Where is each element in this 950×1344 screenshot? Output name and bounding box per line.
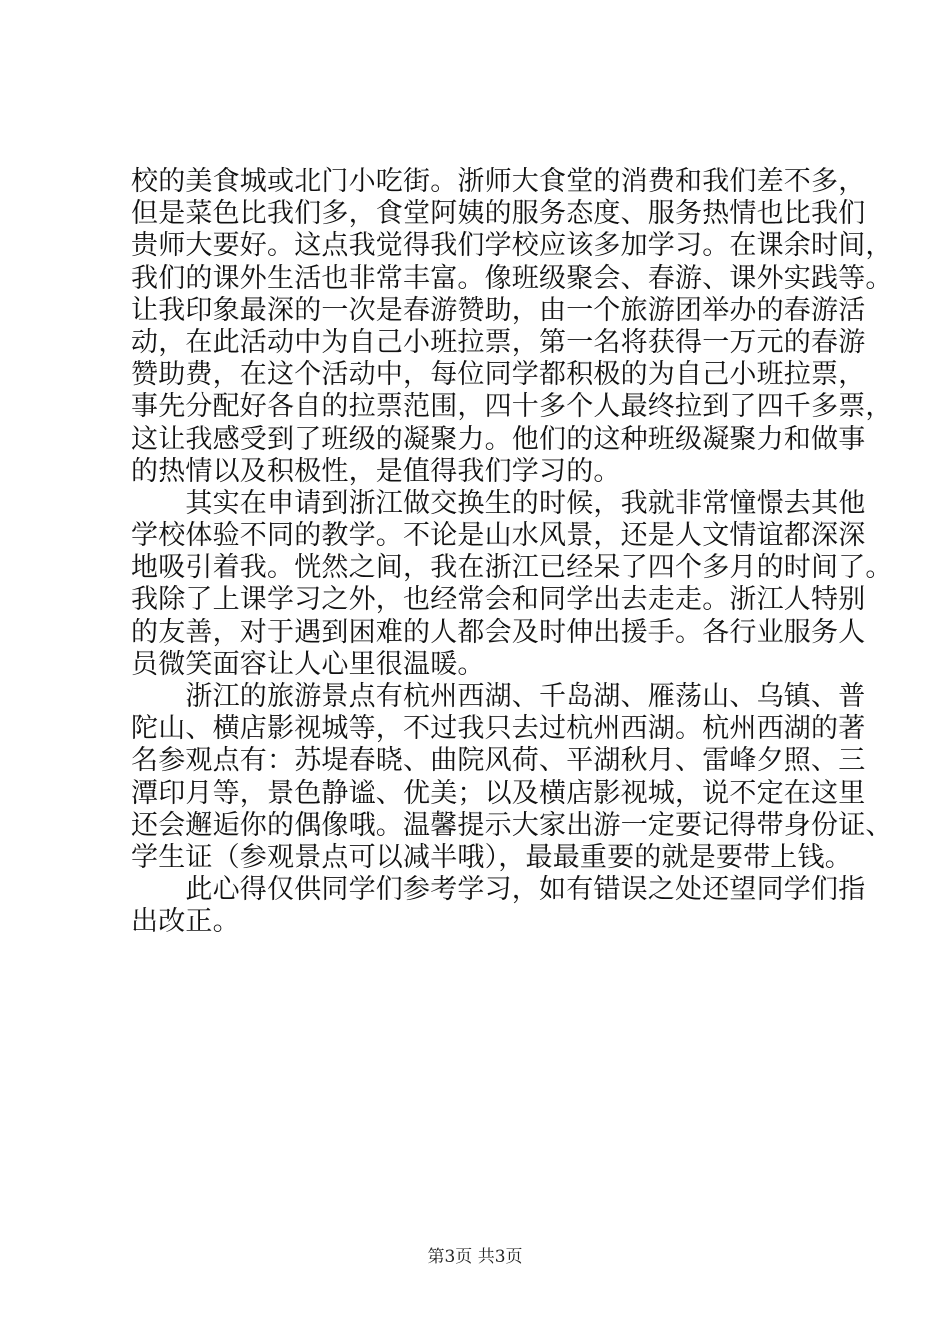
text-line: 此心得仅供同学们参考学习，如有错误之处还望同学们指 [131,874,866,906]
text-line: 的友善，对于遇到困难的人都会及时伸出援手。各行业服务人 [131,616,866,648]
text-line: 但是菜色比我们多，食堂阿姨的服务态度、服务热情也比我们 [131,198,866,230]
body-text [131,166,893,939]
text-line: 学生证（参观景点可以减半哦），最最重要的就是要带上钱。 [131,841,852,873]
text-line: 其实在申请到浙江做交换生的时候，我就非常憧憬去其他 [131,487,866,519]
text-line: 动，在此活动中为自己小班拉票，第一名将获得一万元的春游 [131,326,866,358]
text-line: 陀山、横店影视城等，不过我只去过杭州西湖。杭州西湖的著 [131,713,866,745]
text-line: 还会邂逅你的偶像哦。温馨提示大家出游一定要记得带身份证、 [131,809,893,841]
text-line: 学校体验不同的教学。不论是山水风景，还是人文情谊都深深 [131,520,866,552]
text-line: 地吸引着我。恍然之间，我在浙江已经呆了四个多月的时间了。 [131,552,893,584]
text-line: 校的美食城或北门小吃街。浙师大食堂的消费和我们差不多， [131,166,866,197]
text-line: 员微笑面容让人心里很温暖。 [131,648,485,680]
text-line: 的热情以及积极性，是值得我们学习的。 [131,455,621,487]
page-number-footer: 第3页 共3页 [427,1247,523,1267]
text-line: 我们的课外生活也非常丰富。像班级聚会、春游、课外实践等。 [131,262,893,294]
text-line: 出改正。 [131,906,240,938]
text-line: 赞助费，在这个活动中，每位同学都积极的为自己小班拉票， [131,359,866,391]
text-line: 浙江的旅游景点有杭州西湖、千岛湖、雁荡山、乌镇、普 [131,681,866,712]
text-line: 贵师大要好。这点我觉得我们学校应该多加学习。在课余时间， [131,230,893,262]
text-line: 这让我感受到了班级的凝聚力。他们的这种班级凝聚力和做事 [131,423,866,455]
text-line: 事先分配好各自的拉票范围，四十多个人最终拉到了四千多票， [131,391,893,423]
text-line: 名参观点有：苏堤春晓、曲院风荷、平湖秋月、雷峰夕照、三 [131,745,866,777]
text-line: 让我印象最深的一次是春游赞助，由一个旅游团举办的春游活 [131,294,866,326]
text-line: 潭印月等，景色静谧、优美；以及横店影视城，说不定在这里 [131,777,866,809]
text-line: 我除了上课学习之外，也经常会和同学出去走走。浙江人特别 [131,584,866,616]
